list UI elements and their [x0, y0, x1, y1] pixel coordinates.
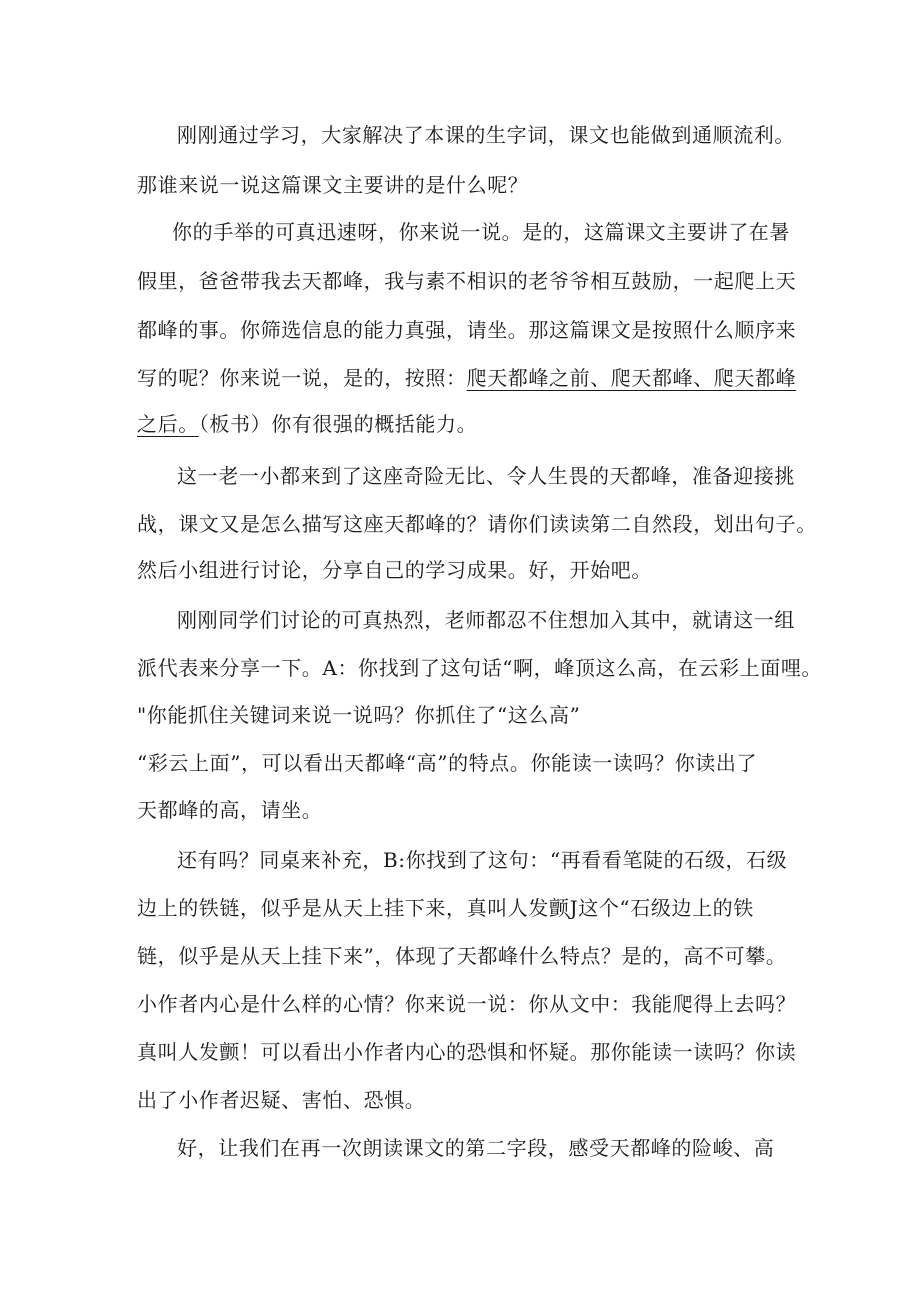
text-line: 然后小组进行讨论，分享自己的学习成果。好，开始吧。	[137, 558, 652, 582]
text-line: "你能抓住关键词来说一说吗？你抓住了“这么高”	[137, 703, 581, 727]
text-line: 真叫人发颤！可以看出小作者内心的恐惧和怀疑。那你能读一读吗？你读	[137, 1040, 797, 1064]
text-segment: 写的呢？你来说一说，是的，按照：	[137, 366, 467, 390]
text-line: 好，让我们在再一次朗读课文的第二字段，感受天都峰的险峻、高	[177, 1136, 775, 1160]
text-line: 小作者内心是什么样的心情？你来说一说：你从文中：我能爬得上去吗？	[137, 992, 797, 1016]
text-line: 战，课文又是怎么描写这座天都峰的？请你们读读第二自然段，划出句子。	[137, 512, 817, 536]
underlined-sequence: 之后。	[137, 412, 199, 436]
text-line	[137, 365, 796, 391]
text-line: 刚刚通过学习，大家解决了本课的生字词，课文也能做到通顺流利。	[177, 123, 795, 147]
text-line	[137, 411, 477, 437]
text-line: 边上的铁链，似乎是从天上挂下来，真叫人发颤J这个“石级边上的铁	[137, 896, 754, 920]
text-line: 链，似乎是从天上挂下来”，体现了天都峰什么特点？是的，高不可攀。	[137, 944, 787, 968]
underlined-sequence: 爬天都峰之前、爬天都峰、爬天都峰	[466, 366, 797, 390]
text-line: 假里，爸爸带我去天都峰，我与素不相识的老爷爷相互鼓励，一起爬上天	[137, 269, 797, 293]
text-line: 都峰的事。你筛选信息的能力真强，请坐。那这篇课文是按照什么顺序来	[137, 318, 797, 342]
text-line: 你的手举的可真迅速呀，你来说一说。是的，这篇课文主要讲了在暑	[172, 220, 790, 244]
text-segment: （板书）你有很强的概括能力。	[198, 412, 478, 436]
text-line: 那谁来说一说这篇课文主要讲的是什么呢？	[137, 173, 529, 197]
text-line: “彩云上面”，可以看出天都峰“高”的特点。你能读一读吗？你读出了	[137, 751, 758, 775]
text-line: 天都峰的高，请坐。	[137, 798, 323, 822]
text-line: 出了小作者迟疑、害怕、恐惧。	[137, 1088, 426, 1112]
text-line: 这一老一小都来到了这座奇险无比、令人生畏的天都峰，准备迎接挑	[177, 464, 795, 488]
text-line: 刚刚同学们讨论的可真热烈，老师都忍不住想加入其中，就请这一组	[177, 608, 795, 632]
text-line: 派代表来分享一下。A：你找到了这句话“啊，峰顶这么高，在云彩上面哩。	[137, 656, 823, 680]
text-line: 还有吗？同桌来补充，B:你找到了这句：“再看看笔陡的石级，石级	[177, 848, 788, 872]
